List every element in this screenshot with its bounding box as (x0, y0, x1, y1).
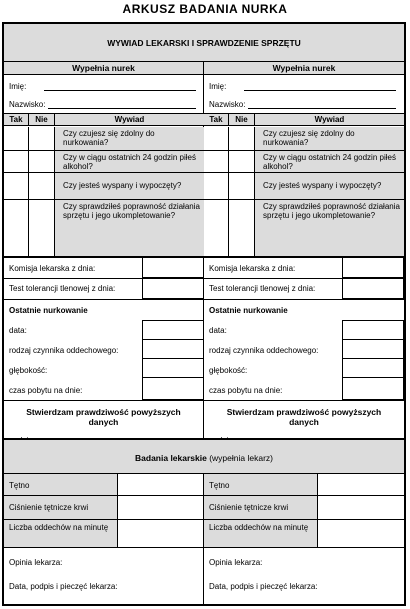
oxygen-test-row (4, 278, 203, 300)
vital-value-field[interactable] (318, 520, 404, 547)
question-row (204, 200, 404, 257)
vital-label: Liczba oddechów na minutę (204, 520, 318, 547)
yes-checkbox[interactable] (4, 173, 29, 199)
name-label: Imię: (9, 82, 27, 91)
dive-date-label: data: (9, 326, 27, 335)
surname-field[interactable] (48, 108, 196, 109)
yes-checkbox[interactable] (4, 127, 29, 150)
breathing-gas-field[interactable] (142, 339, 204, 359)
last-dive-title: Ostatnie nurkowanie (209, 306, 288, 315)
column-header: Wypełnia nurek (204, 62, 404, 75)
vital-label: Tętno (4, 474, 118, 495)
depth-field[interactable] (342, 358, 404, 378)
no-checkbox[interactable] (229, 127, 255, 150)
medical-commission-date[interactable] (342, 257, 404, 279)
oxygen-test-date[interactable] (142, 277, 204, 299)
medical-commission-row (204, 257, 404, 279)
vital-row (4, 496, 203, 520)
dive-date-label: data: (209, 326, 227, 335)
surname-label: Nazwisko: (209, 100, 246, 109)
question-text: Czy w ciągu ostatnich 24 godzin piłeś alkohol? (55, 151, 204, 172)
yes-checkbox[interactable] (204, 173, 229, 199)
no-checkbox[interactable] (229, 173, 255, 199)
question-text: Czy jesteś wyspany i wypoczęty? (255, 173, 404, 199)
oxygen-test-row (204, 278, 404, 300)
dive-date-field[interactable] (142, 320, 204, 340)
column-header: Wypełnia nurek (4, 62, 203, 75)
vital-row (4, 520, 203, 548)
question-row (204, 151, 404, 173)
vital-row (4, 474, 203, 496)
depth-field[interactable] (142, 358, 204, 378)
question-row (4, 173, 203, 200)
no-header: Nie (229, 114, 255, 125)
diver-column-right (204, 62, 404, 438)
opinion-label: Opinia lekarza: (9, 558, 63, 567)
confirm-statement: Stwierdzam prawdziwość powyższych danych (204, 400, 404, 427)
vital-row (204, 496, 404, 520)
bottom-time-label: czas pobytu na dnie: (9, 386, 83, 395)
question-row (4, 151, 203, 173)
diver-column-left (4, 62, 204, 438)
vital-row (204, 520, 404, 548)
depth-label: głębokość: (9, 366, 48, 375)
date-sign-label: Data, podpis i pieczęć lekarza: (9, 582, 118, 591)
question-text: Czy czujesz się zdolny do nurkowania? (255, 127, 404, 150)
section1-header: WYWIAD LEKARSKI I SPRAWDZENIE SPRZĘTU (4, 24, 404, 62)
vital-value-field[interactable] (318, 496, 404, 519)
oxygen-test-label: Test tolerancji tlenowej z dnia: (9, 284, 116, 293)
no-header: Nie (29, 114, 55, 125)
form-title: ARKUSZ BADANIA NURKA (122, 2, 288, 16)
depth-label: głębokość: (209, 366, 248, 375)
name-field[interactable] (44, 90, 196, 91)
breathing-gas-field[interactable] (342, 339, 404, 359)
medical-commission-label: Komisja lekarska z dnia: (9, 264, 96, 273)
medical-commission-label: Komisja lekarska z dnia: (209, 264, 296, 273)
question-row (204, 127, 404, 151)
last-dive-block (204, 300, 342, 400)
yes-header: Tak (204, 114, 229, 125)
section2-subtitle: (wypełnia lekarz) (206, 453, 273, 463)
bottom-time-field[interactable] (142, 377, 204, 400)
section2-title: Badania lekarskie (135, 453, 207, 463)
surname-label: Nazwisko: (9, 100, 46, 109)
oxygen-test-label: Test tolerancji tlenowej z dnia: (209, 284, 316, 293)
yes-checkbox[interactable] (204, 127, 229, 150)
interview-header: Wywiad (55, 114, 204, 125)
section2-header (4, 438, 404, 474)
no-checkbox[interactable] (229, 151, 255, 172)
yes-checkbox[interactable] (4, 151, 29, 172)
no-checkbox[interactable] (29, 127, 55, 150)
name-field[interactable] (244, 90, 396, 91)
vital-label: Ciśnienie tętnicze krwi (4, 496, 118, 519)
breathing-gas-label: rodzaj czynnika oddechowego: (209, 346, 319, 355)
oxygen-test-date[interactable] (342, 277, 404, 299)
vital-row (204, 474, 404, 496)
yes-header: Tak (4, 114, 29, 125)
name-label: Imię: (209, 82, 227, 91)
vital-label: Ciśnienie tętnicze krwi (204, 496, 318, 519)
medical-commission-row (4, 257, 203, 279)
question-text: Czy w ciągu ostatnich 24 godzin piłeś alkohol? (255, 151, 404, 172)
table-header-row (204, 113, 404, 126)
question-text: Czy jesteś wyspany i wypoczęty? (55, 173, 204, 199)
yes-checkbox[interactable] (4, 200, 29, 256)
dive-date-field[interactable] (342, 320, 404, 340)
no-checkbox[interactable] (29, 173, 55, 199)
question-text: Czy czujesz się zdolny do nurkowania? (55, 127, 204, 150)
surname-field[interactable] (248, 108, 396, 109)
last-dive-title: Ostatnie nurkowanie (9, 306, 88, 315)
opinion-label: Opinia lekarza: (209, 558, 263, 567)
date-sign-label: Data, podpis i pieczęć lekarza: (209, 582, 318, 591)
vital-value-field[interactable] (118, 474, 204, 495)
bottom-time-field[interactable] (342, 377, 404, 400)
confirm-statement: Stwierdzam prawdziwość powyższych danych (4, 400, 203, 427)
doctor-column-right (204, 474, 404, 604)
vital-value-field[interactable] (118, 520, 204, 547)
question-row (4, 127, 203, 151)
question-text: Czy sprawdziłeś poprawność działania sprzętu i jego ukompletowanie? (55, 200, 204, 256)
vital-label: Tętno (204, 474, 318, 495)
doctor-section (4, 474, 404, 604)
yes-checkbox[interactable] (204, 151, 229, 172)
no-checkbox[interactable] (229, 200, 255, 256)
interview-header: Wywiad (255, 114, 404, 125)
diver-exam-form (2, 22, 406, 606)
no-checkbox[interactable] (29, 151, 55, 172)
vital-value-field[interactable] (318, 474, 404, 495)
bottom-time-label: czas pobytu na dnie: (209, 386, 283, 395)
medical-commission-date[interactable] (142, 257, 204, 279)
vital-value-field[interactable] (118, 496, 204, 519)
doctor-column-left (4, 474, 204, 604)
vital-label: Liczba oddechów na minutę (4, 520, 118, 547)
last-dive-block (4, 300, 142, 400)
breathing-gas-label: rodzaj czynnika oddechowego: (9, 346, 119, 355)
table-header-row (4, 113, 203, 126)
question-row (4, 200, 203, 257)
question-text: Czy sprawdziłeś poprawność działania sprzętu i jego ukompletowanie? (255, 200, 404, 256)
question-row (204, 173, 404, 200)
no-checkbox[interactable] (29, 200, 55, 256)
yes-checkbox[interactable] (204, 200, 229, 256)
